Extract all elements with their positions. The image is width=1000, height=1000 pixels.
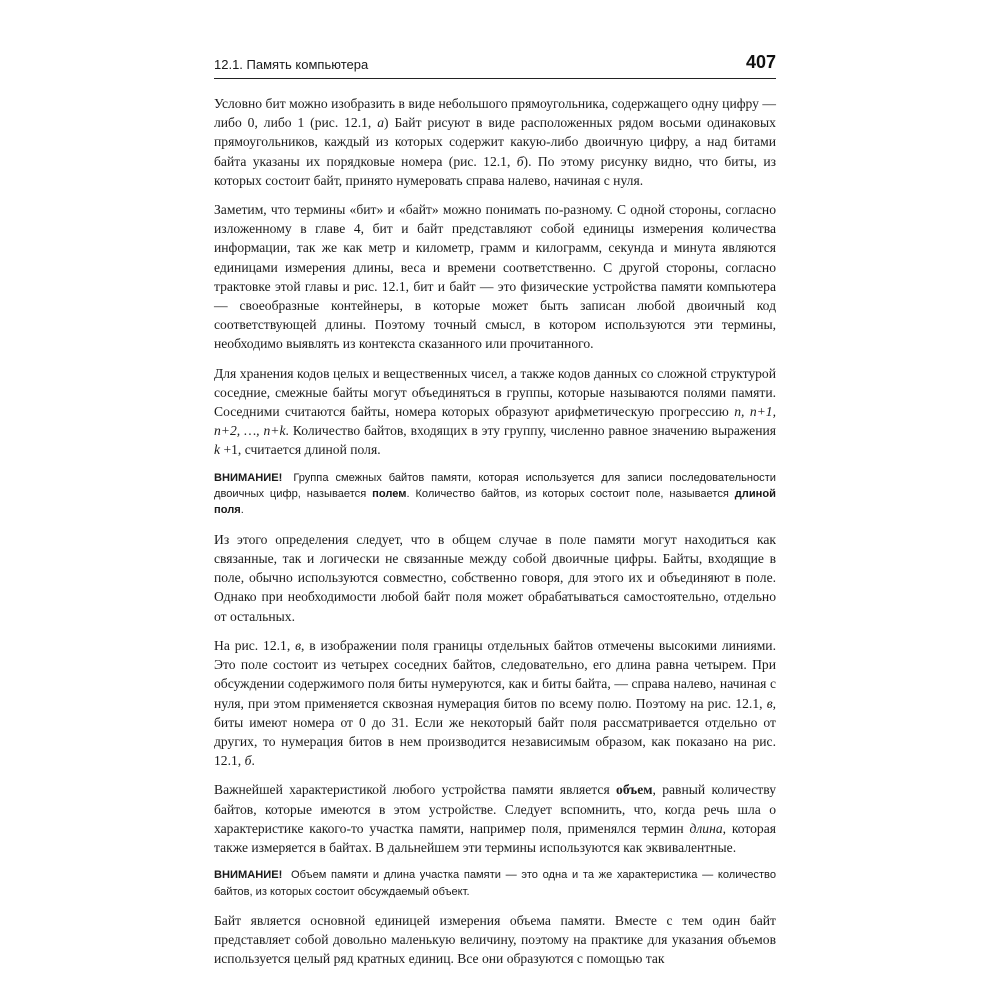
text-span: На рис. 12.1,	[214, 637, 296, 653]
note-label: ВНИМАНИЕ!	[214, 869, 283, 882]
paragraph-3	[214, 364, 776, 460]
text-span: ). По этому рисунку видно, что биты, из которых состоит байт, принято нумеровать справа налево, начиная с нуля.	[214, 153, 776, 188]
page-number: 407	[745, 52, 776, 72]
text-span: . Количество байтов, входящих в эту группу, численно равное значению выражения	[285, 423, 776, 439]
text-span: .	[251, 753, 255, 769]
paragraph-2	[214, 200, 776, 354]
attention-note-2	[214, 867, 776, 900]
italic-text: а	[377, 115, 385, 131]
bold-term: полем	[372, 488, 407, 501]
text-span: Условно бит можно изобразить в виде небольшого прямоугольника, содержащего одну цифру — либо 0, либо 1 (рис. 12.1,	[214, 96, 776, 131]
text-span: ) Байт рисуют в виде расположенных рядом восьми одинаковых прямоугольников, каждый из которых содержит какую-либо двоичную цифру, а над битами байта указаны их порядковые номера (рис. 12.1,	[214, 115, 776, 169]
math-variable: k	[214, 442, 221, 458]
text-span: Для хранения кодов целых и вещественных чисел, а также кодов данных со сложной структурой соседние, смежные байты могут объединяться в группы, которые называются полями памяти. Соседними считаются байты, номера которых образуют арифметическую прогрессию	[214, 365, 776, 420]
bold-term: объем	[616, 782, 653, 798]
book-page	[214, 52, 776, 979]
paragraph-1	[214, 94, 776, 190]
text-span: Байт является основной единицей измерения объема памяти. Вместе с тем один байт представляет собой довольно маленькую величину, поэтому на практике для указания объемов используется целый ряд кратных единиц. Все они образуются с помощью так	[214, 912, 776, 967]
bold-term: длиной поля	[214, 488, 776, 517]
italic-text: в	[295, 637, 301, 653]
paragraph-5	[214, 636, 776, 770]
math-expression: n, n+1, n+2, …, n+k	[214, 404, 776, 439]
text-span: Важнейшей характеристикой любого устройства памяти является	[214, 782, 617, 798]
text-span: , равный количеству байтов, которые имеются в этом устройстве. Следует вспомнить, что, когда речь шла о характеристике какого-то участка памяти, например поля, применялся термин	[214, 782, 776, 836]
text-span: Из этого определения следует, что в общем случае в поле памяти могут находиться как связанные, так и логически не связанные между собой двоичные цифры. Байты, входящие в поле, обычно используются совместно, собственно говоря, для этого их и объединяют в поле. Однако при необходимости любой байт поля может обрабатываться самостоятельно, отдельно от остальных.	[214, 531, 776, 624]
section-title: 12.1. Память компьютера	[214, 57, 369, 72]
text-span: +1, считается длиной поля.	[220, 442, 381, 458]
paragraph-7	[214, 911, 776, 969]
text-span: , которая также измеряется в байтах. В дальнейшем эти термины используются как эквивалентные.	[214, 820, 776, 855]
attention-note-1	[214, 470, 776, 519]
text-span: Заметим, что термины «бит» и «байт» можно понимать по-разному. С одной стороны, согласно изложенному в главе 4, бит и байт представляют собой единицы измерения количества информации, так же как метр и километр, грамм и килограмм, секунда и минута являются единицами измерения длины, веса и времени соответственно. С другой стороны, согласно трактовке этой главы и рис. 12.1, бит и байт — это физические устройства памяти компьютера — своеобразные контейнеры, в которые может быть записан любой двоичный код соответствующей длины. Поэтому точный смысл, в котором используются эти термины, необходимо выявлять из контекста сказанного или прочитанного.	[214, 202, 776, 352]
text-span: , в изображении поля границы отдельных байтов отмечены высокими линиями. Это поле состоит из четырех соседних байтов, следовательно, его длина равна четырем. При обсуждении содержимого поля биты нумеруются, как и биты байта, — справа налево, начиная с нуля, при этом применяется сквозная нумерация битов по всему полю. Поэтому на рис. 12.1,	[214, 637, 776, 711]
text-span: Объем памяти и длина участка памяти — это одна и та же характеристика — количество байтов, из которых состоит обсуждаемый объект.	[214, 869, 776, 898]
text-span: Группа смежных байтов памяти, которая используется для записи последовательности двоичных цифр, называется	[214, 471, 776, 501]
italic-text: б	[244, 753, 252, 769]
text-span: .	[240, 504, 244, 517]
text-span: , биты имеют номера от 0 до 31. Если же некоторый байт поля рассматривается отдельно от других, то нумерация битов в нем производится независимым образом, как показано на рис. 12.1,	[214, 695, 776, 769]
running-head	[214, 52, 776, 79]
italic-text: в	[766, 695, 773, 711]
page-content	[214, 94, 776, 969]
text-span: . Количество байтов, из которых состоит поле, называется	[406, 488, 735, 501]
italic-text: длина	[689, 820, 723, 836]
paragraph-4	[214, 530, 776, 626]
paragraph-6	[214, 780, 776, 857]
note-label: ВНИМАНИЕ!	[214, 471, 283, 484]
italic-text: б	[516, 153, 524, 169]
